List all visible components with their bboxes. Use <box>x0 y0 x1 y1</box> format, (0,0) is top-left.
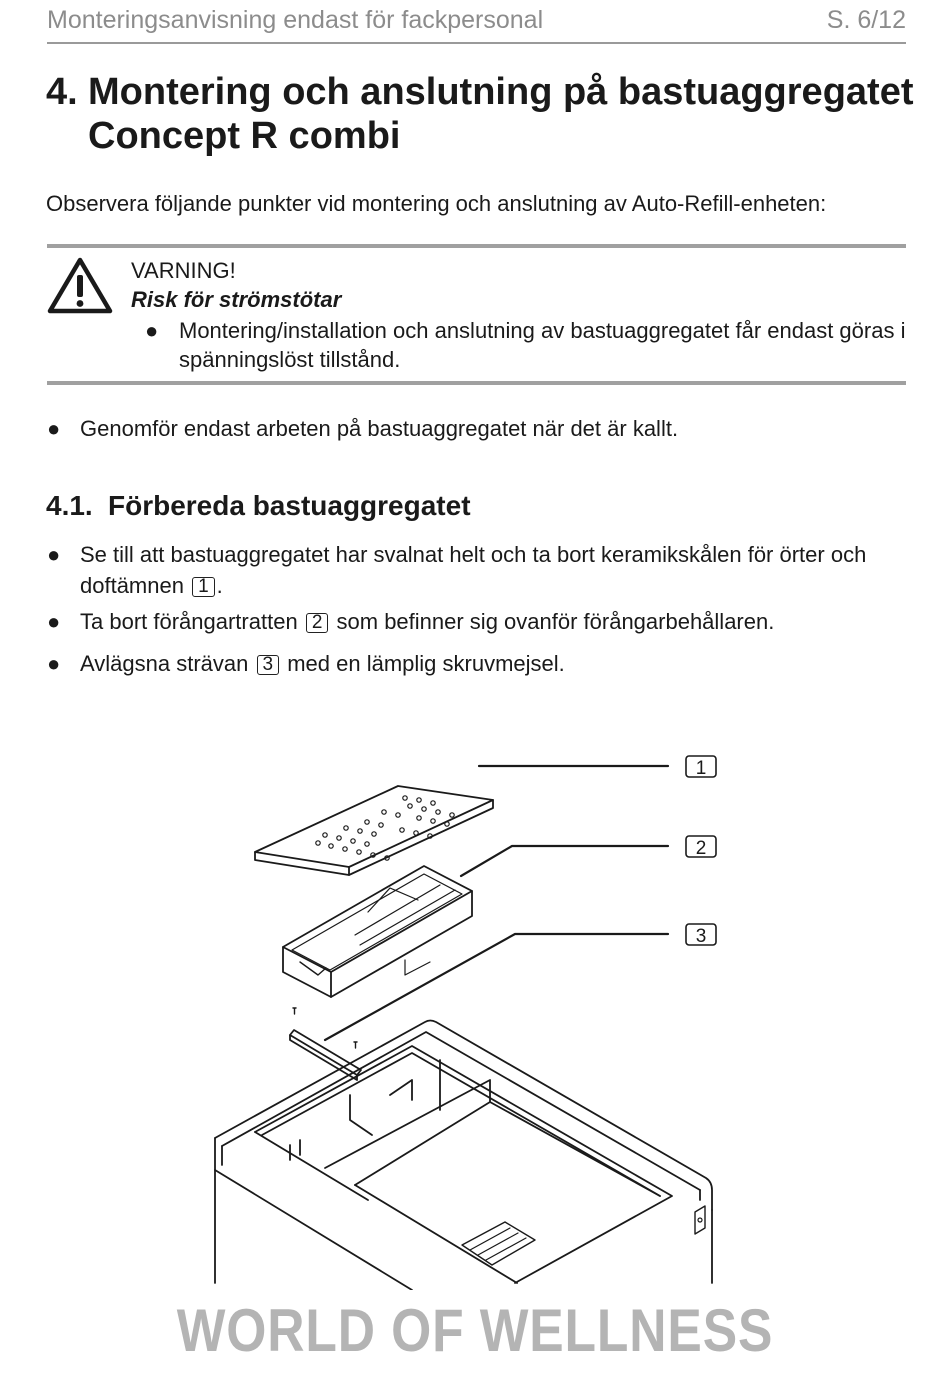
section-title-line2: Concept R combi <box>88 115 401 157</box>
brand-logo: WORLD OF WELLNESS <box>176 1297 774 1364</box>
ref-marker: 2 <box>306 613 329 633</box>
note-bullet <box>47 413 917 444</box>
ceramic-bowl-part <box>255 786 493 875</box>
heater-housing <box>215 1021 712 1291</box>
warning-triangle-icon <box>47 256 113 314</box>
subsection-number: 4.1. <box>46 490 93 521</box>
warning-bullet <box>145 316 907 374</box>
intro-text: Observera följande punkter vid montering och anslutning av Auto-Refill-enheten: <box>46 191 827 216</box>
ref-marker: 3 <box>257 655 280 675</box>
callout-label: 2 <box>695 838 707 859</box>
bullet-icon: ● <box>47 542 61 567</box>
bullet-icon: ● <box>47 416 61 441</box>
header-title: Monteringsanvisning endast för fackpersonal <box>47 6 544 34</box>
warning-title: VARNING! <box>131 258 236 283</box>
bullet-icon: ● <box>145 318 159 343</box>
step-text-after: . <box>216 573 223 598</box>
step-item <box>47 648 917 679</box>
page-header <box>47 4 906 44</box>
callout-2 <box>686 836 716 859</box>
bullet-icon: ● <box>47 609 61 634</box>
callout-3 <box>686 924 716 947</box>
warning-bullet-text: Montering/installation och anslutning av bastuaggregatet får endast göras i spänningslöst tillstånd. <box>179 318 906 372</box>
section-heading <box>46 70 913 158</box>
callout-label: 3 <box>695 926 707 947</box>
evaporator-funnel-part <box>283 866 472 997</box>
step-text-after: som befinner sig ovanför förångarbehållaren. <box>336 609 775 634</box>
section-number: 4. <box>46 71 78 113</box>
strut-part <box>290 1030 361 1080</box>
step-item <box>47 539 917 601</box>
note-bullet-text: Genomför endast arbeten på bastuaggregatet när det är kallt. <box>80 416 679 441</box>
warning-box <box>47 244 906 385</box>
step-text: Avlägsna strävan <box>80 651 249 676</box>
step-text-after: med en lämplig skruvmejsel. <box>287 651 565 676</box>
warning-subtitle: Risk för strömstötar <box>131 287 342 312</box>
step-text: Ta bort förångartratten <box>80 609 298 634</box>
subsection-heading <box>46 490 471 522</box>
section-title-line1: Montering och anslutning på bastuaggregatet <box>88 71 914 113</box>
callout-label: 1 <box>695 758 707 779</box>
ref-marker: 1 <box>192 577 215 597</box>
bullet-icon: ● <box>47 651 61 676</box>
heater-exploded-diagram <box>0 700 950 1290</box>
page-number: S. 6/12 <box>826 6 906 34</box>
step-text: Se till att bastuaggregatet har svalnat helt och ta bort keramikskålen för örter och doftämnen <box>80 542 867 598</box>
subsection-title: Förbereda bastuaggregatet <box>108 490 471 521</box>
step-item <box>47 606 917 637</box>
callout-1 <box>686 756 716 779</box>
